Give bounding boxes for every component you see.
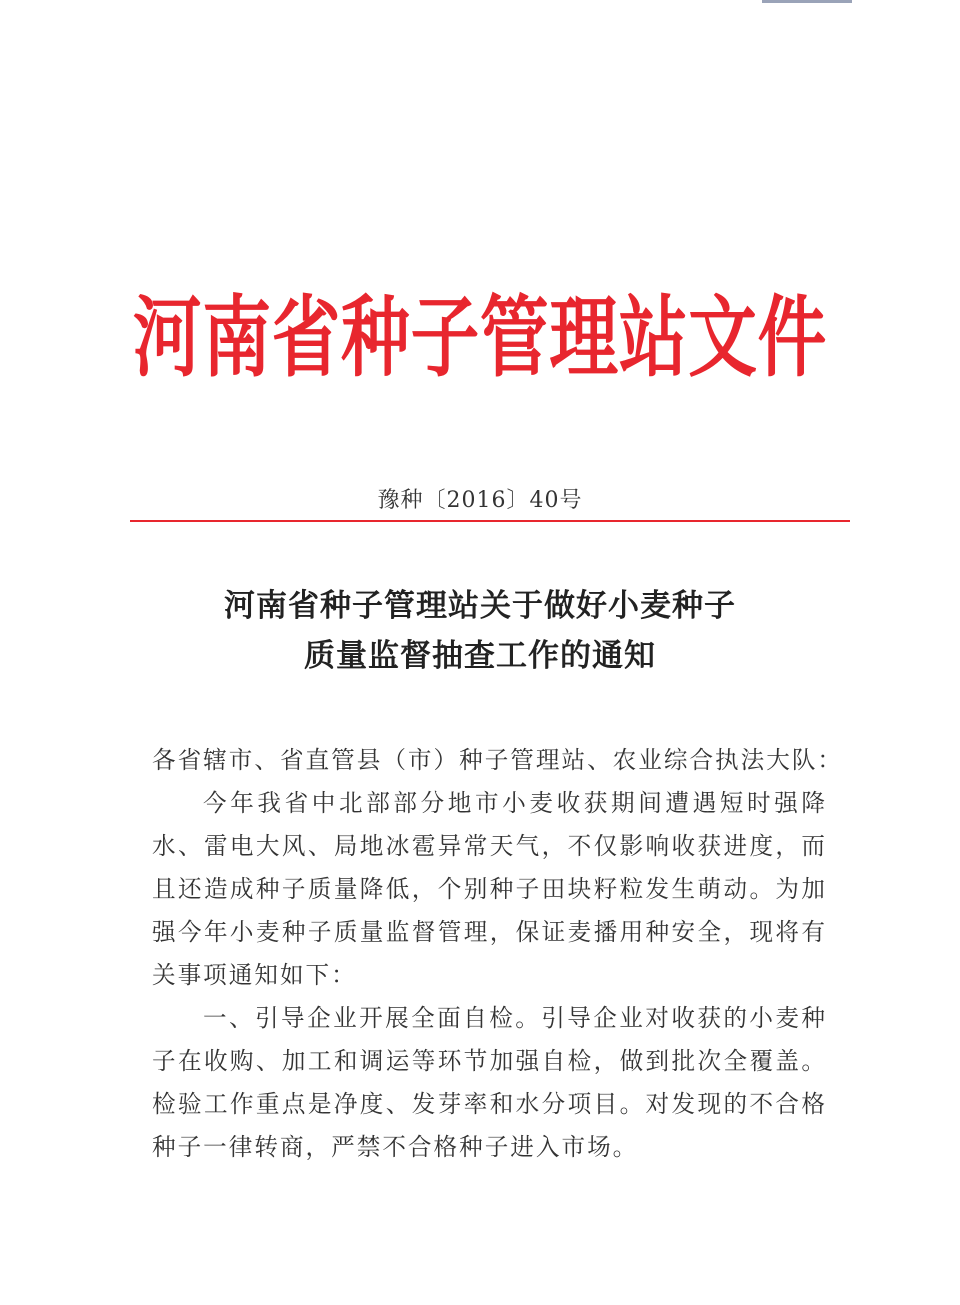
- paragraph-background: 今年我省中北部部分地市小麦收获期间遭遇短时强降水、雷电大风、局地冰雹异常天气，不仅影响收获进度，而且还造成种子质量降低，个别种子田块籽粒发生萌动。为加强今年小麦种子质量监督管理，保证麦播用种安全，现将有关事项通知如下：: [152, 789, 827, 989]
- scan-edge-mark: [762, 0, 852, 3]
- paragraph-self-inspection: 一、引导企业开展全面自检。引导企业对收获的小麦种子在收购、加工和调运等环节加强自检，做到批次全覆盖。检验工作重点是净度、发芽率和水分项目。对发现的不合格种子一律转商，严禁不合格种子进入市场。: [152, 1004, 827, 1161]
- red-divider-line: [130, 520, 850, 522]
- notice-title-line-1: 河南省种子管理站关于做好小麦种子: [224, 588, 736, 624]
- notice-body: [152, 739, 844, 1169]
- document-number: 豫种〔2016〕40号: [377, 488, 583, 513]
- salutation: 各省辖市、省直管县（市）种子管理站、农业综合执法大队：: [152, 746, 844, 774]
- masthead-title: 河南省种子管理站文件: [132, 285, 828, 389]
- notice-title-line-2: 质量监督抽查工作的通知: [304, 638, 656, 674]
- masthead: [0, 282, 960, 392]
